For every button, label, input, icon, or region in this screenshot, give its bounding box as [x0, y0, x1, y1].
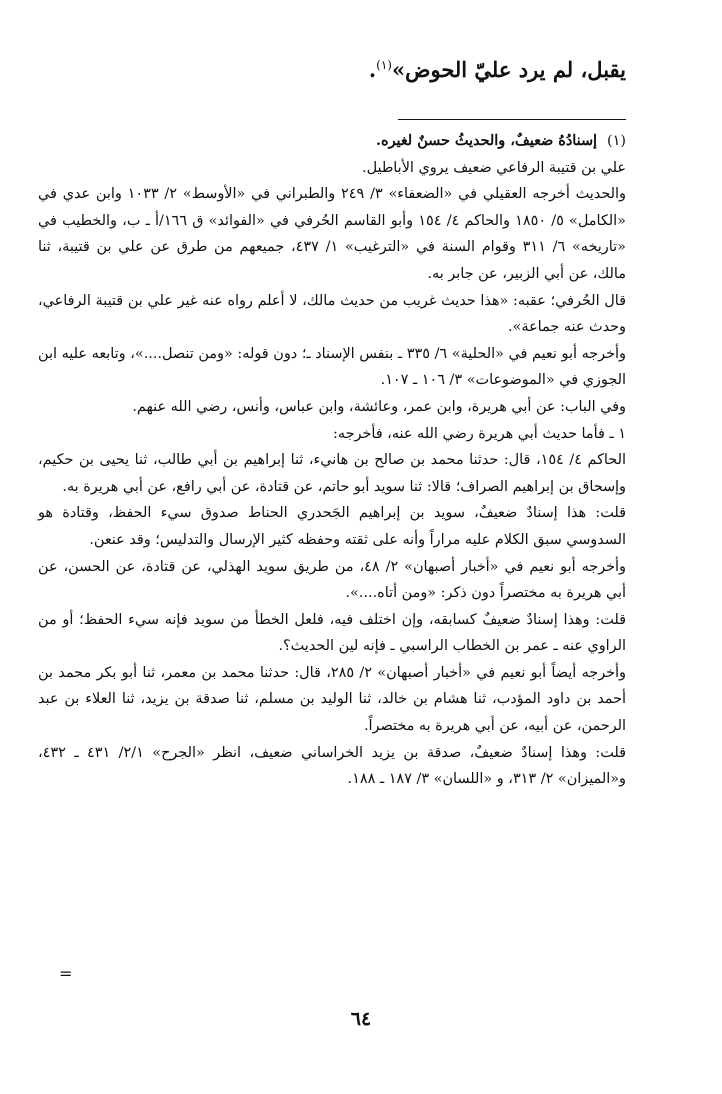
footnote-reference: (١) [376, 58, 392, 72]
footnote-paragraph: وفي الباب: عن أبي هريرة، وابن عمر، وعائشة، وابن عباس، وأنس، رضي الله عنهم. [132, 398, 626, 415]
footnote-paragraph: قلت: وهذا إسنادٌ ضعيفٌ، صدقة بن يزيد الخراساني ضعيف، انظر «الجرح» ٢/١/ ٤٣١ ـ ٤٣٢، و«الميزان» ٢/ ٣١٣، و «اللسان» ٣/ ١٨٧ ـ ١٨٨. [38, 744, 626, 788]
footnote-paragraph: قال الحُرفي؛ عقبه: «هذا حديث غريب من حديث مالك، لا أعلم رواه عنه غير علي بن قتيبة الرفاعي، وحدث عنه جماعة». [38, 292, 626, 336]
footnote-heading-line [38, 128, 626, 155]
footnote-paragraph: الحاكم ٤/ ١٥٤، قال: حدثنا محمد بن صالح بن هانيء، ثنا إبراهيم بن أبي طالب، ثنا يحيى بن حكيم، وإسحاق بن إبراهيم الصراف؛ قالا: ثنا سويد أبو حاتم، عن قتادة، عن أبي رافع، عن أبي هريرة به. [38, 452, 626, 495]
main-text-end: . [368, 57, 377, 82]
footnote-marker: (١) [607, 133, 626, 149]
footnote-paragraph: وأخرجه أيضاً أبو نعيم في «أخبار أصبهان» ٢/ ٢٨٥، قال: حدثنا محمد بن معمر، ثنا أبو بكر محمد بن أحمد بن داود المؤدب، ثنا هشام بن خالد، ثنا الوليد بن مسلم، ثنا صدقة بن يزيد، ثنا العلاء بن عبد الرحمن، عن أبيه، عن أبي هريرة به مختصراً. [38, 664, 626, 735]
main-text-line [50, 50, 626, 85]
continuation-mark: = [59, 964, 73, 983]
footnote-paragraph: والحديث أخرجه العقيلي في «الضعفاء» ٣/ ٢٤٩ والطبراني في «الأوسط» ٢/ ١٠٣٣ وابن عدي في «الكامل» ٥/ ١٨٥٠ والحاكم ٤/ ١٥٤ وأبو القاسم الحُرفي في «الفوائد» ق ١٦٦/أ ـ ب، والخطيب في «تاريخه» ٦/ ٣١١ وقوام السنة في «الترغيب» ١/ ٤٣٧، جميعهم من طرق عن علي بن قتيبة، ثنا مالك، عن أبي الزبير، عن جابر به. [38, 186, 626, 282]
footnote-paragraph: علي بن قتيبة الرفاعي ضعيف يروي الأباطيل. [362, 159, 626, 176]
footnote-paragraph: وأخرجه أبو نعيم في «أخبار أصبهان» ٢/ ٤٨، من طريق سويد الهذلي، عن قتادة، عن الحسن، عن أبي هريرة به مختصراً دون ذكر: «ومن أتاه....». [38, 558, 626, 602]
footnote-paragraph: ١ ـ فأما حديث أبي هريرة رضي الله عنه، فأخرجه: [333, 425, 626, 442]
footnote-paragraph: قلت: هذا إسنادٌ ضعيفٌ، سويد بن إبراهيم الجَحدري الحناط صدوق سيء الحفظ، وقتادة هو السدوسي سبق الكلام عليه مراراً وأنه على ثقته وحفظه كثير الإرسال والتدليس؛ وقد عنعن. [38, 505, 626, 548]
footnote-paragraph: قلت: وهذا إسنادٌ ضعيفٌ كسابقه، وإن اختلف فيه، فلعل الخطأ من سويد فإنه سيء الحفظ؛ أو من الراوي عنه ـ عمر بن الخطاب الراسبي ـ فإنه لين الحديث؟. [38, 611, 626, 655]
footnote [38, 128, 626, 793]
main-text: يقبل، لم يرد عليّ الحوض» [391, 57, 626, 82]
page-number: ٦٤ [350, 1008, 372, 1030]
footnote-heading: إسنادُهُ ضعيفٌ، والحديثُ حسنٌ لغيره. [376, 132, 598, 149]
footnote-paragraph: وأخرجه أبو نعيم في «الحلية» ٦/ ٣٣٥ ـ بنفس الإسناد ـ؛ دون قوله: «ومن تنصل....»، وتابعه عليه ابن الجوزي في «الموضوعات» ٣/ ١٠٦ ـ ١٠٧. [38, 345, 626, 389]
footnote-separator [398, 119, 626, 120]
